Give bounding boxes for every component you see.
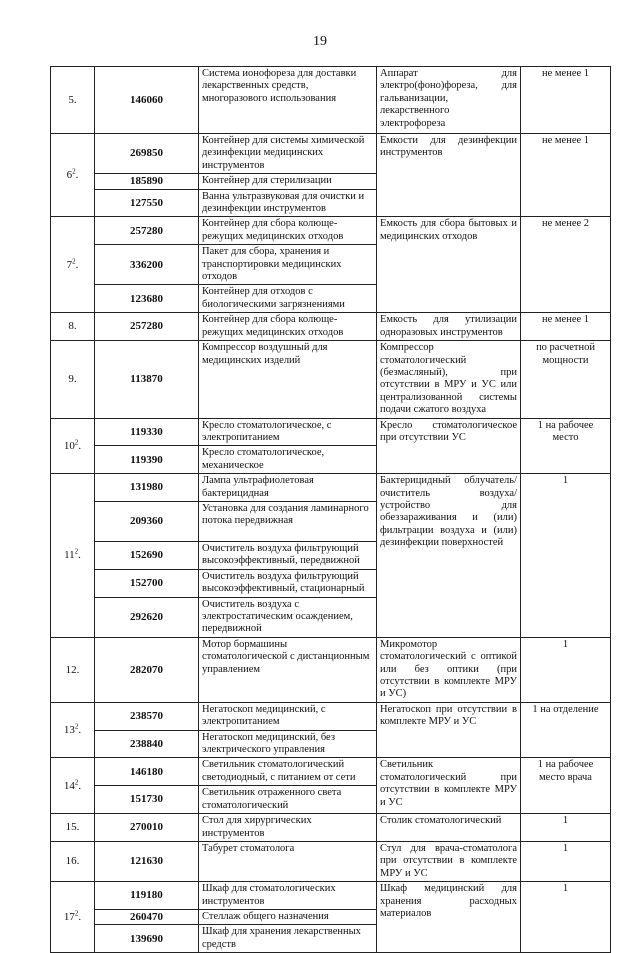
item-name: Контейнер для стерилизации [199, 174, 377, 189]
row-number: $10^2$. [51, 418, 95, 474]
row-footnote-mark: 2 [74, 909, 79, 918]
item-name: Стеллаж общего назначения [199, 909, 377, 924]
analog-name: Емкости для дезинфекции инструментов [377, 134, 521, 217]
row-number-text: 9 [68, 373, 74, 386]
item-name: Система ионофореза для доставки лекарственных средств, многоразового использования [199, 67, 377, 134]
quantity: не менее 1 [521, 134, 611, 217]
item-name: Шкаф для хранения лекарственных средств [199, 925, 377, 953]
item-name: Шкаф для стоматологических инструментов [199, 882, 377, 910]
row-number-text: 17 [63, 910, 75, 923]
analog-name: Емкость для утилизации одноразовых инструментов [377, 313, 521, 341]
item-name: Лампа ультрафиолетовая бактерицидная [199, 474, 377, 502]
analog-name: Микромотор стоматологический с оптикой или без оптики (при отсутствии в комплекте МРУ и УС) [377, 637, 521, 702]
quantity: по расчетной мощности [521, 341, 611, 418]
row-number-text: 8 [68, 320, 74, 333]
row-number-text: 16 [65, 855, 77, 868]
item-code: 119180 [95, 882, 199, 910]
item-name: Очиститель воздуха фильтрующий высокоэффективный, передвижной [199, 541, 377, 569]
item-name: Контейнер для системы химической дезинфекции медицинских инструментов [199, 134, 377, 174]
row-number-text: 15 [65, 821, 77, 834]
row-number-text: 12 [65, 663, 77, 676]
row-number: 8. [51, 313, 95, 341]
item-name: Кресло стоматологическое, с электропитанием [199, 418, 377, 446]
row-footnote-mark: 2 [74, 547, 79, 556]
row-number-text: 11 [64, 549, 75, 562]
analog-name: Стул для врача-стоматолога при отсутствии в комплекте МРУ и УС [377, 841, 521, 881]
row-number: 9. [51, 341, 95, 418]
row-number: 15. [51, 814, 95, 842]
item-code: 260470 [95, 909, 199, 924]
item-code: 139690 [95, 925, 199, 953]
item-code: 146180 [95, 758, 199, 786]
row-number-text: 13 [63, 723, 75, 736]
page-number: 19 [313, 34, 327, 49]
item-name: Установка для создания ламинарного потока передвижная [199, 501, 377, 541]
item-code: 336200 [95, 245, 199, 285]
analog-name: Шкаф медицинский для хранения расходных материалов [377, 882, 521, 953]
item-code: 151730 [95, 786, 199, 814]
item-name: Негатоскоп медицинский, с электропитанием [199, 702, 377, 730]
table-row [51, 758, 611, 786]
row-number-text: 14 [63, 779, 75, 792]
table-row [51, 474, 611, 502]
row-number: 12. [51, 637, 95, 702]
analog-name: Столик стоматологический [377, 814, 521, 842]
item-code: 119390 [95, 446, 199, 474]
item-code: 269850 [95, 134, 199, 174]
row-number-text: 6 [66, 169, 73, 182]
item-name: Очиститель воздуха фильтрующий высокоэффективный, стационарный [199, 569, 377, 597]
row-number-text: 10 [63, 439, 75, 452]
quantity: 1 [521, 841, 611, 881]
analog-name: Емкость для сбора бытовых и медицинских отходов [377, 217, 521, 313]
item-name: Негатоскоп медицинский, без электрического управления [199, 730, 377, 758]
item-code: 282070 [95, 637, 199, 702]
table-row [51, 702, 611, 730]
analog-name: Негатоскоп при отсутствии в комплекте МРУ и УС [377, 702, 521, 758]
item-name: Очиститель воздуха с электростатическим осаждением, передвижной [199, 597, 377, 637]
item-name: Кресло стоматологическое, механическое [199, 446, 377, 474]
table-row [51, 313, 611, 341]
item-code: 121630 [95, 841, 199, 881]
row-number: $13^2$. [51, 702, 95, 758]
quantity: 1 [521, 814, 611, 842]
quantity: не менее 1 [521, 313, 611, 341]
row-footnote-mark: 2 [72, 257, 76, 265]
item-name: Табурет стоматолога [199, 841, 377, 881]
row-number-text: 7 [66, 258, 73, 271]
row-footnote-mark: 2 [74, 437, 79, 446]
row-number: $7^2$. [51, 217, 95, 313]
row-footnote-mark: 2 [72, 167, 76, 176]
equipment-table [50, 66, 611, 953]
item-code: 292620 [95, 597, 199, 637]
table-row [51, 134, 611, 174]
item-name: Компрессор воздушный для медицинских изделий [199, 341, 377, 418]
table-row [51, 814, 611, 842]
row-number: 16. [51, 841, 95, 881]
row-footnote-mark: 2 [74, 722, 79, 731]
item-name: Контейнер для сбора колюще-режущих медицинских отходов [199, 313, 377, 341]
item-name: Ванна ультразвуковая для очистки и дезинфекции инструментов [199, 189, 377, 217]
table-row [51, 418, 611, 446]
quantity: не менее 2 [521, 217, 611, 313]
analog-name: Светильник стоматологический при отсутствии в комплекте МРУ и УС [377, 758, 521, 814]
item-code: 185890 [95, 174, 199, 189]
quantity: 1 на рабочее место [521, 418, 611, 474]
table-row [51, 637, 611, 702]
quantity: 1 на отделение [521, 702, 611, 758]
item-name: Мотор бормашины стоматологической с дистанционным управлением [199, 637, 377, 702]
quantity: 1 [521, 882, 611, 953]
quantity: 1 [521, 637, 611, 702]
row-number: $6^2$. [51, 134, 95, 217]
item-code: 131980 [95, 474, 199, 502]
row-number: $17^2$. [51, 882, 95, 953]
table-row [51, 217, 611, 245]
item-name: Стол для хирургических инструментов [199, 814, 377, 842]
item-code: 152700 [95, 569, 199, 597]
item-code: 238570 [95, 702, 199, 730]
item-code: 209360 [95, 501, 199, 541]
item-name: Светильник отраженного света стоматологический [199, 786, 377, 814]
item-name: Светильник стоматологический светодиодный, с питанием от сети [199, 758, 377, 786]
item-name: Контейнер для отходов с биологическими загрязнениями [199, 285, 377, 313]
item-code: 152690 [95, 541, 199, 569]
table-row [51, 341, 611, 418]
item-code: 127550 [95, 189, 199, 217]
quantity: не менее 1 [521, 67, 611, 134]
quantity: 1 [521, 474, 611, 638]
analog-name: Бактерицидный облучатель/очиститель воздуха/устройство для обеззараживания и (или) фильтрации воздуха и (или) дезинфекции поверхностей [377, 474, 521, 638]
item-code: 113870 [95, 341, 199, 418]
item-code: 123680 [95, 285, 199, 313]
item-code: 257280 [95, 217, 199, 245]
row-number: 5. [51, 67, 95, 134]
table-row [51, 841, 611, 881]
row-number: $11^2$. [51, 474, 95, 638]
table-row [51, 67, 611, 134]
analog-name: Кресло стоматологическое при отсутствии УС [377, 418, 521, 474]
row-number: $14^2$. [51, 758, 95, 814]
row-number-text: 5 [68, 93, 74, 106]
item-code: 270010 [95, 814, 199, 842]
item-code: 238840 [95, 730, 199, 758]
analog-name: Компрессор стоматологический (безмасляный), при отсутствии в МРУ и УС или централизованной системы подачи сжатого воздуха [377, 341, 521, 418]
item-name: Пакет для сбора, хранения и транспортировки медицинских отходов [199, 245, 377, 285]
item-code: 146060 [95, 67, 199, 134]
quantity: 1 на рабочее место врача [521, 758, 611, 814]
table-row [51, 882, 611, 910]
item-code: 119330 [95, 418, 199, 446]
analog-name: Аппарат для электро(фоно)фореза, для гальванизации, лекарственного электрофореза [377, 67, 521, 134]
item-code: 257280 [95, 313, 199, 341]
row-footnote-mark: 2 [74, 777, 79, 786]
item-name: Контейнер для сбора колюще-режущих медицинских отходов [199, 217, 377, 245]
